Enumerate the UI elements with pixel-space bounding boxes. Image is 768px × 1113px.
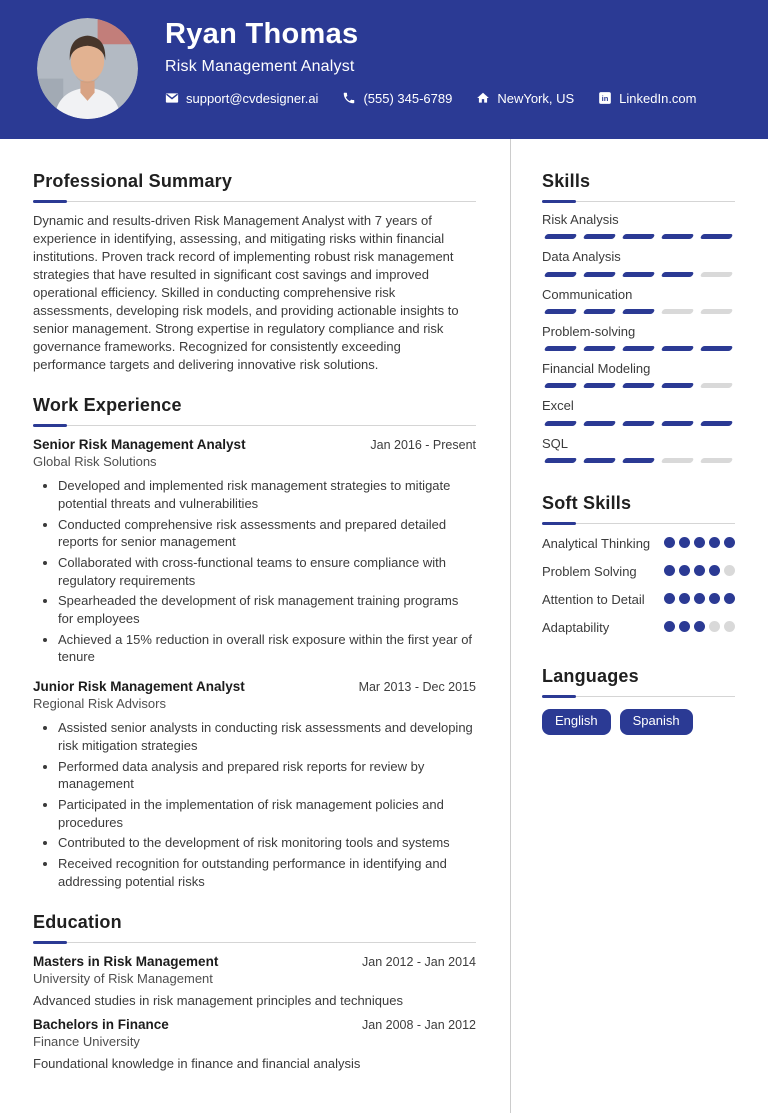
rating-dot — [664, 621, 675, 632]
linkedin-icon — [598, 91, 612, 105]
skill-bar-segment — [622, 458, 656, 463]
skill-item — [542, 249, 735, 276]
skills-section — [542, 171, 735, 463]
skill-bar — [542, 272, 735, 277]
job-bullet: • Participated in the implementation of risk management policies and procedures — [58, 796, 476, 831]
rating-dot — [664, 565, 675, 576]
summary-section — [33, 171, 476, 373]
job-company: Regional Risk Advisors — [33, 696, 166, 712]
job-header — [33, 679, 476, 694]
soft-skill-name: Adaptability — [542, 620, 610, 636]
education-header — [33, 1017, 476, 1032]
job-bullet: • Performed data analysis and prepared risk reports for review by management — [58, 758, 476, 793]
rating-dot — [679, 593, 690, 604]
rating-dot — [709, 565, 720, 576]
skill-item — [542, 287, 735, 314]
sidebar — [511, 139, 768, 1113]
job-header — [33, 437, 476, 452]
rating-dot — [724, 565, 735, 576]
section-rule — [542, 523, 735, 524]
person-job-title: Risk Management Analyst — [165, 57, 355, 75]
job-bullet: • Conducted comprehensive risk assessments and prepared detailed reports for senior management — [58, 516, 476, 551]
skill-bar-segment — [583, 346, 617, 351]
skills-heading: Skills — [542, 171, 591, 191]
skill-item — [542, 212, 735, 239]
job-title: Junior Risk Management Analyst — [33, 679, 245, 695]
skill-bar-segment — [544, 309, 578, 314]
skill-bar-segment — [583, 421, 617, 426]
education-dates: Jan 2008 - Jan 2012 — [362, 1018, 476, 1033]
rating-dot — [709, 537, 720, 548]
skill-bar-segment — [661, 234, 695, 239]
job-dates: Mar 2013 - Dec 2015 — [358, 680, 476, 695]
soft-skill-item — [542, 563, 735, 580]
home-icon — [476, 91, 490, 105]
skill-bar-segment — [622, 421, 656, 426]
avatar — [37, 18, 138, 119]
skill-bar-segment — [622, 272, 656, 277]
skill-name: Excel — [542, 398, 574, 414]
degree-title: Masters in Risk Management — [33, 954, 219, 970]
language-badges — [542, 709, 735, 735]
job-bullet: • Collaborated with cross-functional teams to ensure compliance with regulatory requirements — [58, 554, 476, 589]
section-rule — [33, 425, 476, 426]
education-entry — [33, 954, 476, 1008]
job-bullet: • Contributed to the development of risk monitoring tools and systems — [58, 834, 476, 852]
soft-skill-item — [542, 535, 735, 552]
soft-skills-section — [542, 493, 735, 637]
skill-bar-segment — [544, 234, 578, 239]
job-dates: Jan 2016 - Present — [370, 438, 476, 453]
skill-bar — [542, 458, 735, 463]
rating-dot — [679, 621, 690, 632]
languages-section — [542, 666, 735, 735]
soft-skill-dots — [664, 537, 735, 552]
soft-skill-dots — [664, 593, 735, 608]
svg-text:in: in — [601, 94, 609, 104]
skill-bar-segment — [583, 234, 617, 239]
section-rule — [542, 696, 735, 697]
job-company: Global Risk Solutions — [33, 454, 157, 470]
contact-item — [476, 91, 574, 106]
experience-section — [33, 395, 476, 890]
skill-bar-segment — [544, 272, 578, 277]
rating-dot — [709, 621, 720, 632]
header-info — [165, 19, 697, 106]
school-name: Finance University — [33, 1034, 140, 1050]
skill-bar-segment — [544, 383, 578, 388]
rating-dot — [709, 593, 720, 604]
person-name: Ryan Thomas — [165, 18, 359, 50]
skill-item — [542, 436, 735, 463]
school-name: University of Risk Management — [33, 971, 213, 987]
skill-bar — [542, 346, 735, 351]
contact-row — [165, 91, 697, 106]
skill-name: Risk Analysis — [542, 212, 619, 227]
education-description: Advanced studies in risk management principles and techniques — [33, 993, 403, 1009]
job-list — [33, 437, 476, 890]
skill-bar-segment — [622, 346, 656, 351]
skill-bar-segment — [622, 383, 656, 388]
summary-heading: Professional Summary — [33, 171, 233, 191]
skill-bar-segment — [700, 346, 734, 351]
rating-dot — [694, 537, 705, 548]
rating-dot — [679, 537, 690, 548]
skill-bar-segment — [583, 272, 617, 277]
contact-text: NewYork, US — [497, 90, 575, 106]
job-entry — [33, 679, 476, 890]
education-list — [33, 954, 476, 1071]
job-title: Senior Risk Management Analyst — [33, 437, 246, 453]
language-badge: English — [542, 709, 611, 735]
education-description: Foundational knowledge in finance and financial analysis — [33, 1056, 361, 1072]
skill-bar-segment — [661, 346, 695, 351]
soft-skills-heading: Soft Skills — [542, 492, 632, 513]
skill-bar-segment — [661, 421, 695, 426]
rating-dot — [664, 537, 675, 548]
skill-bar-segment — [622, 309, 656, 314]
skill-bar-segment — [700, 234, 734, 239]
contact-text: support@cvdesigner.ai — [186, 90, 319, 106]
section-rule — [542, 201, 735, 202]
rating-dot — [694, 593, 705, 604]
skill-bar-segment — [583, 309, 617, 314]
skill-name: Communication — [542, 286, 633, 302]
main-column — [0, 139, 511, 1113]
skill-bar-segment — [544, 346, 578, 351]
rating-dot — [679, 565, 690, 576]
rating-dot — [724, 593, 735, 604]
job-bullet-list — [33, 719, 476, 890]
soft-skill-name: Problem Solving — [542, 563, 637, 579]
skill-bar-segment — [544, 421, 578, 426]
education-heading: Education — [33, 912, 122, 933]
experience-heading: Work Experience — [33, 395, 182, 416]
soft-skill-item — [542, 619, 735, 636]
contact-item — [598, 91, 696, 106]
rating-dot — [694, 621, 705, 632]
skill-bar — [542, 234, 735, 239]
skill-item — [542, 324, 735, 351]
soft-skill-item — [542, 591, 735, 608]
rating-dot — [724, 537, 735, 548]
language-badge: Spanish — [620, 709, 693, 735]
content-columns — [0, 139, 768, 1113]
skill-name: Problem-solving — [542, 323, 636, 339]
skill-bar — [542, 309, 735, 314]
job-bullet: • Assisted senior analysts in conducting risk assessments and developing risk mitigation strategies — [58, 719, 476, 754]
skill-bar — [542, 421, 735, 426]
skill-name: Data Analysis — [542, 249, 621, 265]
skill-item — [542, 398, 735, 425]
degree-title: Bachelors in Finance — [33, 1017, 169, 1033]
summary-text: Dynamic and results-driven Risk Management Analyst with 7 years of experience in identifying, assessing, and mitigating risks within financial institutions. Proven track record of implementing robust risk management strategies that have resulted in significant cost savings and improved operational efficiency. Skilled in conducting comprehensive risk assessments, developing risk models, and providing actionable insights to senior management. Strong expertise in regulatory compliance and risk governance frameworks. Recognized for consistently exceeding performance targets and delivering innovative risk solutions. — [33, 213, 459, 372]
rating-dot — [664, 593, 675, 604]
skill-bar-segment — [700, 383, 734, 388]
skill-bar-segment — [700, 309, 734, 314]
email-icon — [165, 91, 179, 105]
skill-bar-segment — [700, 272, 734, 277]
job-bullet: • Developed and implemented risk management strategies to mitigate potential threats and vulnerabilities — [58, 477, 476, 512]
skill-bar-segment — [661, 309, 695, 314]
skill-bar-segment — [622, 234, 656, 239]
rating-dot — [694, 565, 705, 576]
languages-heading: Languages — [542, 666, 639, 687]
education-section — [33, 912, 476, 1071]
job-bullet: • Received recognition for outstanding performance in identifying and addressing potential risks — [58, 855, 476, 890]
skill-bar-segment — [700, 458, 734, 463]
contact-item — [165, 91, 318, 106]
job-bullet: • Achieved a 15% reduction in overall risk exposure within the first year of tenure — [58, 631, 476, 666]
job-bullet: • Spearheaded the development of risk management training programs for employees — [58, 592, 476, 627]
rating-dot — [724, 621, 735, 632]
skill-item — [542, 361, 735, 388]
job-bullet-list — [33, 477, 476, 666]
section-rule — [33, 942, 476, 943]
skill-name: Financial Modeling — [542, 361, 651, 376]
soft-skill-name: Analytical Thinking — [542, 535, 651, 551]
skill-bar-segment — [661, 272, 695, 277]
skill-bar-segment — [661, 458, 695, 463]
education-dates: Jan 2012 - Jan 2014 — [362, 955, 476, 970]
avatar-photo — [37, 18, 138, 119]
header — [0, 0, 768, 139]
soft-skill-name: Attention to Detail — [542, 592, 645, 608]
contact-text: (555) 345-6789 — [363, 90, 453, 106]
education-header — [33, 954, 476, 969]
soft-skill-dots — [664, 621, 735, 636]
skill-bar-segment — [583, 383, 617, 388]
phone-icon — [342, 91, 356, 105]
job-entry — [33, 437, 476, 666]
soft-skill-dots — [664, 565, 735, 580]
contact-text: LinkedIn.com — [619, 90, 697, 106]
skill-bar-segment — [700, 421, 734, 426]
contact-item — [342, 91, 452, 106]
skill-bar-segment — [583, 458, 617, 463]
skill-bar-segment — [544, 458, 578, 463]
section-rule — [33, 201, 476, 202]
skills-list — [542, 212, 735, 463]
skill-bar-segment — [661, 383, 695, 388]
soft-skills-list — [542, 535, 735, 637]
skill-name: SQL — [542, 435, 569, 451]
education-entry — [33, 1017, 476, 1071]
skill-bar — [542, 383, 735, 388]
